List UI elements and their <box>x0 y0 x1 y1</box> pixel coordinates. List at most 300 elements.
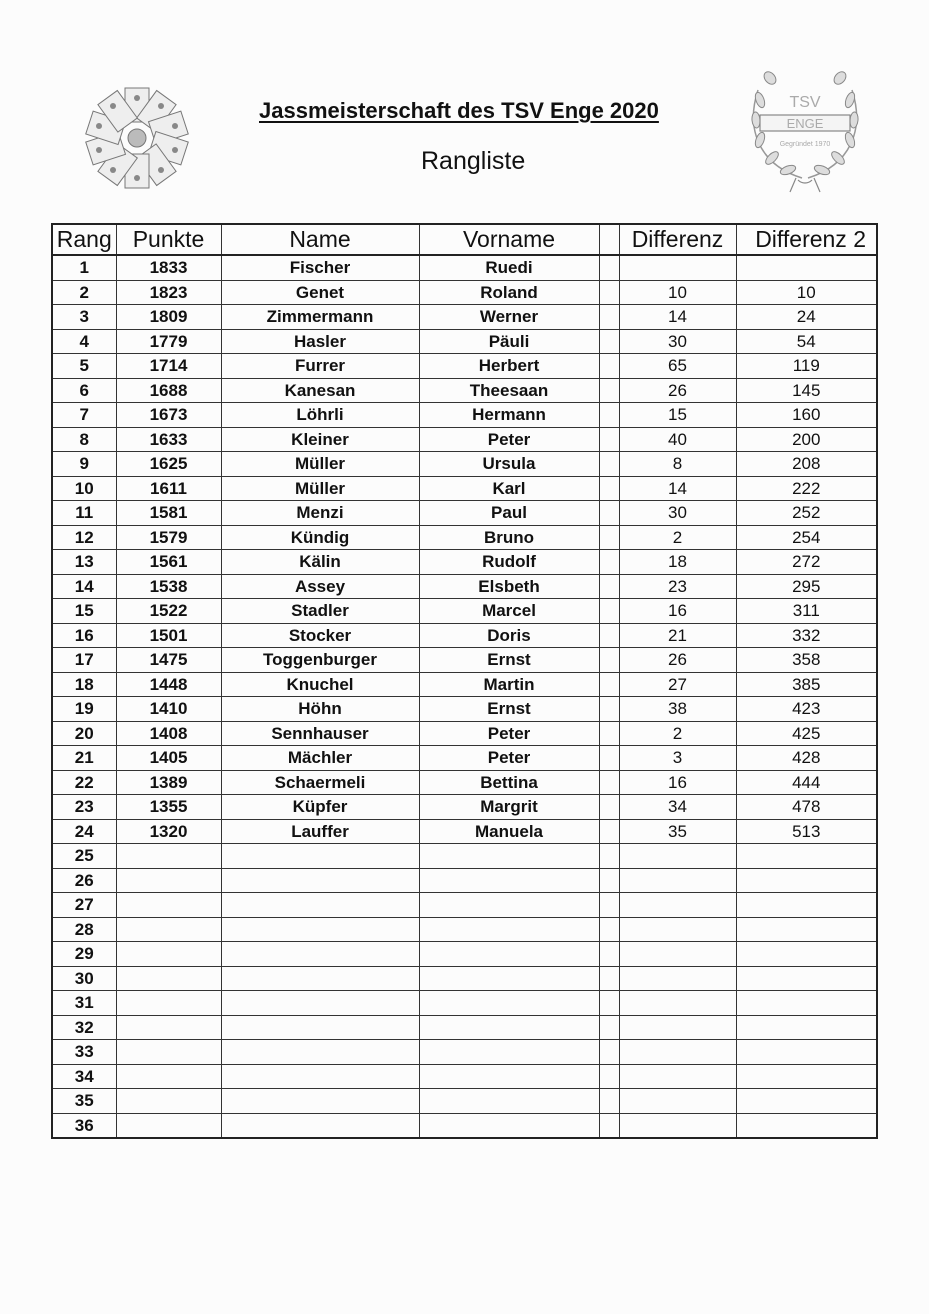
rank-cell: 32 <box>52 1015 116 1040</box>
cumulative-difference-cell: 119 <box>736 354 877 379</box>
cumulative-difference-cell <box>736 1113 877 1138</box>
playing-cards-logo <box>70 80 205 192</box>
rank-cell: 34 <box>52 1064 116 1089</box>
spacer-cell <box>599 819 619 844</box>
spacer-cell <box>599 280 619 305</box>
last-name-cell: Stadler <box>221 599 419 624</box>
emblem-small-text: Gegründet 1970 <box>779 141 831 148</box>
rank-cell: 2 <box>52 280 116 305</box>
table-row <box>52 305 877 330</box>
club-emblem <box>740 60 870 195</box>
points-cell: 1625 <box>116 452 221 477</box>
difference-cell <box>619 1015 736 1040</box>
points-cell: 1714 <box>116 354 221 379</box>
difference-cell: 2 <box>619 525 736 550</box>
cumulative-difference-cell <box>736 991 877 1016</box>
last-name-cell: Zimmermann <box>221 305 419 330</box>
last-name-cell: Genet <box>221 280 419 305</box>
rank-cell: 24 <box>52 819 116 844</box>
spacer-cell <box>599 1089 619 1114</box>
spacer-cell <box>599 599 619 624</box>
rank-cell: 17 <box>52 648 116 673</box>
last-name-cell <box>221 1064 419 1089</box>
rank-cell: 25 <box>52 844 116 869</box>
first-name-cell: Doris <box>419 623 599 648</box>
table-row <box>52 868 877 893</box>
difference-cell: 2 <box>619 721 736 746</box>
first-name-cell: Ernst <box>419 648 599 673</box>
spacer-cell <box>599 623 619 648</box>
difference-cell <box>619 917 736 942</box>
difference-cell: 30 <box>619 501 736 526</box>
table-row <box>52 378 877 403</box>
spacer-cell <box>599 501 619 526</box>
column-header-differenz-2: Differenz 2 <box>736 224 877 255</box>
table-row <box>52 403 877 428</box>
table-row <box>52 574 877 599</box>
first-name-cell <box>419 844 599 869</box>
spacer-cell <box>599 574 619 599</box>
spacer-cell <box>599 354 619 379</box>
rank-cell: 14 <box>52 574 116 599</box>
points-cell: 1355 <box>116 795 221 820</box>
cumulative-difference-cell <box>736 844 877 869</box>
rank-cell: 31 <box>52 991 116 1016</box>
table-row <box>52 525 877 550</box>
points-cell: 1320 <box>116 819 221 844</box>
last-name-cell <box>221 991 419 1016</box>
rank-cell: 20 <box>52 721 116 746</box>
first-name-cell: Ruedi <box>419 255 599 280</box>
points-cell: 1410 <box>116 697 221 722</box>
spacer-cell <box>599 746 619 771</box>
first-name-cell: Theesaan <box>419 378 599 403</box>
difference-cell: 16 <box>619 770 736 795</box>
cumulative-difference-cell <box>736 1064 877 1089</box>
table-row <box>52 746 877 771</box>
points-cell <box>116 1015 221 1040</box>
cumulative-difference-cell: 425 <box>736 721 877 746</box>
table-row <box>52 844 877 869</box>
last-name-cell <box>221 1089 419 1114</box>
column-header-name: Name <box>221 224 419 255</box>
difference-cell: 30 <box>619 329 736 354</box>
spacer-cell <box>599 476 619 501</box>
first-name-cell: Karl <box>419 476 599 501</box>
cumulative-difference-cell: 295 <box>736 574 877 599</box>
rank-cell: 19 <box>52 697 116 722</box>
difference-cell: 21 <box>619 623 736 648</box>
spacer-cell <box>599 672 619 697</box>
difference-cell <box>619 1089 736 1114</box>
rank-cell: 26 <box>52 868 116 893</box>
table-row <box>52 1064 877 1089</box>
cumulative-difference-cell <box>736 1040 877 1065</box>
first-name-cell: Hermann <box>419 403 599 428</box>
first-name-cell: Margrit <box>419 795 599 820</box>
spacer-cell <box>599 966 619 991</box>
points-cell <box>116 868 221 893</box>
points-cell: 1633 <box>116 427 221 452</box>
table-row <box>52 1113 877 1138</box>
cumulative-difference-cell: 54 <box>736 329 877 354</box>
rank-cell: 6 <box>52 378 116 403</box>
points-cell <box>116 917 221 942</box>
first-name-cell: Bettina <box>419 770 599 795</box>
last-name-cell <box>221 893 419 918</box>
column-header-spacer <box>599 224 619 255</box>
rank-cell: 11 <box>52 501 116 526</box>
rank-cell: 21 <box>52 746 116 771</box>
last-name-cell: Toggenburger <box>221 648 419 673</box>
cumulative-difference-cell: 428 <box>736 746 877 771</box>
spacer-cell <box>599 942 619 967</box>
first-name-cell <box>419 991 599 1016</box>
cumulative-difference-cell: 222 <box>736 476 877 501</box>
first-name-cell: Marcel <box>419 599 599 624</box>
difference-cell: 23 <box>619 574 736 599</box>
spacer-cell <box>599 403 619 428</box>
rank-cell: 30 <box>52 966 116 991</box>
table-row <box>52 795 877 820</box>
page-title: Jassmeisterschaft des TSV Enge 2020 <box>259 98 659 123</box>
last-name-cell: Stocker <box>221 623 419 648</box>
rank-cell: 28 <box>52 917 116 942</box>
spacer-cell <box>599 795 619 820</box>
table-row <box>52 942 877 967</box>
rank-cell: 15 <box>52 599 116 624</box>
difference-cell: 35 <box>619 819 736 844</box>
difference-cell: 40 <box>619 427 736 452</box>
rank-cell: 33 <box>52 1040 116 1065</box>
rank-cell: 29 <box>52 942 116 967</box>
points-cell: 1448 <box>116 672 221 697</box>
rank-cell: 5 <box>52 354 116 379</box>
difference-cell: 16 <box>619 599 736 624</box>
first-name-cell: Herbert <box>419 354 599 379</box>
last-name-cell: Müller <box>221 476 419 501</box>
first-name-cell <box>419 868 599 893</box>
table-row <box>52 599 877 624</box>
table-row <box>52 427 877 452</box>
last-name-cell: Lauffer <box>221 819 419 844</box>
ranking-table <box>51 223 878 1139</box>
points-cell: 1823 <box>116 280 221 305</box>
points-cell: 1405 <box>116 746 221 771</box>
last-name-cell <box>221 917 419 942</box>
first-name-cell: Roland <box>419 280 599 305</box>
table-row <box>52 917 877 942</box>
last-name-cell <box>221 1113 419 1138</box>
table-row <box>52 697 877 722</box>
last-name-cell: Menzi <box>221 501 419 526</box>
rank-cell: 18 <box>52 672 116 697</box>
cumulative-difference-cell: 272 <box>736 550 877 575</box>
table-row <box>52 280 877 305</box>
column-header-differenz: Differenz <box>619 224 736 255</box>
cumulative-difference-cell: 478 <box>736 795 877 820</box>
difference-cell <box>619 1113 736 1138</box>
spacer-cell <box>599 452 619 477</box>
table-row <box>52 1089 877 1114</box>
table-row <box>52 354 877 379</box>
spacer-cell <box>599 648 619 673</box>
cumulative-difference-cell: 513 <box>736 819 877 844</box>
first-name-cell: Werner <box>419 305 599 330</box>
last-name-cell <box>221 966 419 991</box>
difference-cell <box>619 966 736 991</box>
cumulative-difference-cell: 423 <box>736 697 877 722</box>
first-name-cell: Paul <box>419 501 599 526</box>
last-name-cell: Assey <box>221 574 419 599</box>
last-name-cell: Fischer <box>221 255 419 280</box>
difference-cell: 15 <box>619 403 736 428</box>
rank-cell: 16 <box>52 623 116 648</box>
difference-cell: 26 <box>619 648 736 673</box>
points-cell: 1673 <box>116 403 221 428</box>
points-cell: 1581 <box>116 501 221 526</box>
spacer-cell <box>599 329 619 354</box>
last-name-cell: Kleiner <box>221 427 419 452</box>
difference-cell: 18 <box>619 550 736 575</box>
table-row <box>52 550 877 575</box>
table-row <box>52 501 877 526</box>
last-name-cell: Höhn <box>221 697 419 722</box>
points-cell: 1688 <box>116 378 221 403</box>
cumulative-difference-cell <box>736 942 877 967</box>
first-name-cell: Manuela <box>419 819 599 844</box>
cumulative-difference-cell: 254 <box>736 525 877 550</box>
spacer-cell <box>599 844 619 869</box>
last-name-cell: Schaermeli <box>221 770 419 795</box>
table-row <box>52 329 877 354</box>
table-row <box>52 1040 877 1065</box>
points-cell <box>116 1064 221 1089</box>
first-name-cell: Peter <box>419 721 599 746</box>
spacer-cell <box>599 378 619 403</box>
cumulative-difference-cell: 358 <box>736 648 877 673</box>
first-name-cell: Ursula <box>419 452 599 477</box>
difference-cell: 27 <box>619 672 736 697</box>
last-name-cell <box>221 868 419 893</box>
rank-cell: 36 <box>52 1113 116 1138</box>
points-cell: 1561 <box>116 550 221 575</box>
first-name-cell: Rudolf <box>419 550 599 575</box>
cumulative-difference-cell: 252 <box>736 501 877 526</box>
points-cell: 1611 <box>116 476 221 501</box>
rank-cell: 7 <box>52 403 116 428</box>
table-row <box>52 476 877 501</box>
first-name-cell <box>419 1064 599 1089</box>
last-name-cell: Müller <box>221 452 419 477</box>
column-header-vorname: Vorname <box>419 224 599 255</box>
first-name-cell <box>419 1113 599 1138</box>
difference-cell: 26 <box>619 378 736 403</box>
first-name-cell <box>419 1015 599 1040</box>
spacer-cell <box>599 550 619 575</box>
last-name-cell: Kälin <box>221 550 419 575</box>
difference-cell: 14 <box>619 476 736 501</box>
last-name-cell <box>221 1040 419 1065</box>
difference-cell: 8 <box>619 452 736 477</box>
table-row <box>52 721 877 746</box>
cumulative-difference-cell: 160 <box>736 403 877 428</box>
last-name-cell: Kanesan <box>221 378 419 403</box>
cumulative-difference-cell: 24 <box>736 305 877 330</box>
last-name-cell: Knuchel <box>221 672 419 697</box>
spacer-cell <box>599 1064 619 1089</box>
points-cell: 1408 <box>116 721 221 746</box>
spacer-cell <box>599 255 619 280</box>
table-row <box>52 255 877 280</box>
emblem-band-text: ENGE <box>786 116 824 131</box>
points-cell <box>116 942 221 967</box>
difference-cell <box>619 1040 736 1065</box>
cumulative-difference-cell <box>736 917 877 942</box>
spacer-cell <box>599 525 619 550</box>
first-name-cell: Peter <box>419 427 599 452</box>
rank-cell: 27 <box>52 893 116 918</box>
first-name-cell: Elsbeth <box>419 574 599 599</box>
difference-cell <box>619 255 736 280</box>
table-row <box>52 452 877 477</box>
cumulative-difference-cell: 444 <box>736 770 877 795</box>
rank-cell: 8 <box>52 427 116 452</box>
first-name-cell <box>419 966 599 991</box>
spacer-cell <box>599 868 619 893</box>
first-name-cell <box>419 917 599 942</box>
difference-cell <box>619 942 736 967</box>
first-name-cell <box>419 893 599 918</box>
rank-cell: 12 <box>52 525 116 550</box>
table-row <box>52 623 877 648</box>
first-name-cell <box>419 1089 599 1114</box>
difference-cell <box>619 991 736 1016</box>
cumulative-difference-cell <box>736 868 877 893</box>
first-name-cell: Ernst <box>419 697 599 722</box>
rank-cell: 23 <box>52 795 116 820</box>
spacer-cell <box>599 1015 619 1040</box>
cumulative-difference-cell <box>736 966 877 991</box>
cumulative-difference-cell <box>736 893 877 918</box>
difference-cell: 65 <box>619 354 736 379</box>
points-cell: 1538 <box>116 574 221 599</box>
spacer-cell <box>599 770 619 795</box>
last-name-cell: Mächler <box>221 746 419 771</box>
last-name-cell: Furrer <box>221 354 419 379</box>
points-cell <box>116 966 221 991</box>
table-row <box>52 770 877 795</box>
rank-cell: 10 <box>52 476 116 501</box>
last-name-cell <box>221 1015 419 1040</box>
first-name-cell: Peter <box>419 746 599 771</box>
first-name-cell: Bruno <box>419 525 599 550</box>
spacer-cell <box>599 1113 619 1138</box>
points-cell <box>116 1089 221 1114</box>
rank-cell: 35 <box>52 1089 116 1114</box>
difference-cell: 10 <box>619 280 736 305</box>
last-name-cell: Sennhauser <box>221 721 419 746</box>
table-row <box>52 893 877 918</box>
points-cell: 1809 <box>116 305 221 330</box>
table-row <box>52 819 877 844</box>
table-row <box>52 1015 877 1040</box>
page-subtitle: Rangliste <box>421 147 526 175</box>
points-cell <box>116 991 221 1016</box>
difference-cell: 38 <box>619 697 736 722</box>
last-name-cell: Küpfer <box>221 795 419 820</box>
cumulative-difference-cell: 208 <box>736 452 877 477</box>
ranking-table-body <box>52 255 877 1138</box>
points-cell: 1475 <box>116 648 221 673</box>
last-name-cell <box>221 942 419 967</box>
rank-cell: 1 <box>52 255 116 280</box>
spacer-cell <box>599 893 619 918</box>
first-name-cell <box>419 1040 599 1065</box>
difference-cell: 34 <box>619 795 736 820</box>
cumulative-difference-cell: 311 <box>736 599 877 624</box>
difference-cell: 3 <box>619 746 736 771</box>
last-name-cell: Kündig <box>221 525 419 550</box>
spacer-cell <box>599 1040 619 1065</box>
cumulative-difference-cell: 200 <box>736 427 877 452</box>
spacer-cell <box>599 305 619 330</box>
rank-cell: 3 <box>52 305 116 330</box>
points-cell <box>116 893 221 918</box>
difference-cell: 14 <box>619 305 736 330</box>
cumulative-difference-cell: 10 <box>736 280 877 305</box>
rank-cell: 22 <box>52 770 116 795</box>
difference-cell <box>619 868 736 893</box>
difference-cell <box>619 844 736 869</box>
points-cell: 1833 <box>116 255 221 280</box>
emblem-top-text: TSV <box>789 94 821 111</box>
cumulative-difference-cell: 385 <box>736 672 877 697</box>
points-cell: 1389 <box>116 770 221 795</box>
difference-cell <box>619 1064 736 1089</box>
points-cell: 1779 <box>116 329 221 354</box>
spacer-cell <box>599 721 619 746</box>
spacer-cell <box>599 427 619 452</box>
spacer-cell <box>599 917 619 942</box>
spacer-cell <box>599 697 619 722</box>
spacer-cell <box>599 991 619 1016</box>
first-name-cell: Martin <box>419 672 599 697</box>
rank-cell: 4 <box>52 329 116 354</box>
points-cell: 1579 <box>116 525 221 550</box>
points-cell <box>116 844 221 869</box>
points-cell: 1522 <box>116 599 221 624</box>
points-cell: 1501 <box>116 623 221 648</box>
cumulative-difference-cell: 332 <box>736 623 877 648</box>
points-cell <box>116 1040 221 1065</box>
cumulative-difference-cell: 145 <box>736 378 877 403</box>
cumulative-difference-cell <box>736 255 877 280</box>
column-header-rang: Rang <box>52 224 116 255</box>
cumulative-difference-cell <box>736 1089 877 1114</box>
table-row <box>52 648 877 673</box>
table-row <box>52 991 877 1016</box>
cumulative-difference-cell <box>736 1015 877 1040</box>
table-row <box>52 966 877 991</box>
rank-cell: 9 <box>52 452 116 477</box>
difference-cell <box>619 893 736 918</box>
last-name-cell <box>221 844 419 869</box>
last-name-cell: Löhrli <box>221 403 419 428</box>
first-name-cell <box>419 942 599 967</box>
first-name-cell: Päuli <box>419 329 599 354</box>
column-header-punkte: Punkte <box>116 224 221 255</box>
